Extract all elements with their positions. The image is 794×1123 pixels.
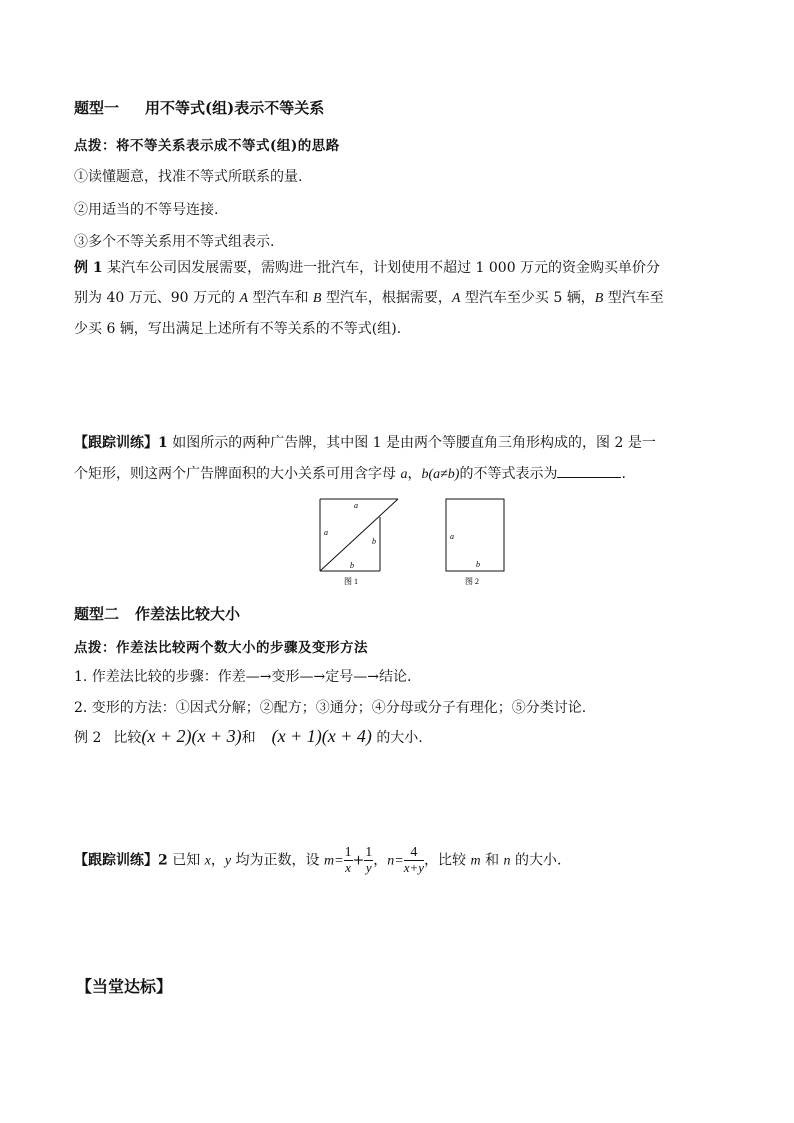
var-m: m: [470, 853, 481, 869]
fraction-4-over-x-plus-y: [404, 846, 424, 875]
fig2-label-b: b: [476, 560, 480, 569]
var-a-type: A: [239, 291, 248, 306]
example2-line: [74, 726, 423, 747]
training2-text: 的大小.: [510, 852, 562, 869]
fig1-caption: 图 1: [344, 577, 358, 586]
example1-line-3: 少买 6 辆，写出满足上述所有不等关系的不等式(组).: [74, 321, 402, 337]
plus-sign: +: [352, 852, 365, 869]
separator: ，: [407, 466, 422, 482]
section2-heading-title: 作差法比较大小: [135, 605, 241, 623]
training2-text: 均为正数，设: [231, 852, 324, 869]
var-a: a: [400, 467, 408, 482]
section2-tip: 点拨：作差法比较两个数大小的步骤及变形方法: [74, 640, 368, 656]
fig2-caption: 图 2: [465, 577, 479, 586]
example1-text: 型汽车至: [603, 290, 664, 306]
section1-step-3: ③多个不等关系用不等式组表示.: [74, 234, 275, 250]
n-equals: n=: [387, 853, 404, 869]
section2-step-1: 1. 作差法比较的步骤：作差—→变形—→定号—→结论.: [74, 669, 412, 685]
example1-text: 型汽车至少买 5 辆，: [460, 290, 595, 306]
var-a-type: A: [451, 291, 461, 306]
answer-blank[interactable]: [557, 476, 621, 478]
var-b-condition: b(a≠b): [421, 467, 460, 482]
example2-text: 比较: [113, 730, 142, 746]
fig2-label-a: a: [450, 532, 454, 541]
fraction-1-over-x: [344, 846, 353, 875]
example1-text: 某汽车公司因发展需要，需购进一批汽车，计划使用不超过 1 000 万元的资金购买单价分: [107, 260, 661, 276]
in-class-assessment-heading: 【当堂达标】: [76, 977, 173, 996]
denominator: y: [365, 860, 372, 875]
example1-label: 例 1: [74, 260, 103, 276]
example2-text: 和: [241, 730, 256, 746]
example1-text: 型汽车，根据需要，: [321, 290, 452, 306]
fig1-label-a-left: a: [324, 528, 328, 537]
section2-heading-prefix: 题型二: [74, 605, 120, 623]
m-equals: m=: [324, 853, 344, 869]
var-n: n: [503, 853, 511, 869]
example1-text: 型汽车和: [248, 290, 313, 306]
figure-1: [320, 499, 398, 586]
example1-line-1: [74, 257, 660, 277]
separator: ，: [210, 852, 225, 869]
training2-text: 已知: [167, 852, 205, 869]
example1-text: 别为 40 万元、90 万元的: [74, 290, 240, 306]
section2-step-2: 2. 变形的方法：①因式分解；②配方；③通分；④分母或分子有理化；⑤分类讨论.: [74, 700, 587, 716]
var-b-type: B: [312, 291, 322, 306]
training1-label: 【跟踪训练】1: [74, 435, 168, 451]
fig1-label-b-bottom: b: [350, 561, 354, 570]
expr-2: (x + 1)(x + 4): [271, 726, 372, 746]
training2-line: [74, 846, 561, 875]
fig1-label-a-top: a: [354, 501, 358, 510]
section1-heading: [74, 97, 324, 118]
figure-billboards: [300, 493, 530, 591]
training1-text: 的不等式表示为: [459, 466, 558, 482]
training2-label: 【跟踪训练】2: [74, 852, 168, 869]
fraction-1-over-y: [364, 846, 373, 875]
section1-heading-prefix: 题型一: [74, 99, 120, 117]
var-b-type: B: [594, 291, 604, 306]
expr-1: (x + 2)(x + 3): [141, 726, 242, 746]
numerator: 1: [344, 845, 352, 860]
example2-label: 例 2: [74, 730, 102, 746]
numerator: 1: [365, 845, 373, 860]
denominator: x+y: [403, 860, 425, 875]
numerator: 4: [404, 846, 424, 861]
training1-line-1: [74, 432, 656, 452]
figure-2: [446, 499, 504, 586]
training1-text: 如图所示的两种广告牌，其中图 1 是由两个等腰直角三角形构成的，图 2 是一: [167, 435, 656, 451]
period: .: [621, 466, 626, 482]
section1-step-1: ①读懂题意，找准不等式所联系的量.: [74, 169, 303, 185]
section1-step-2: ②用适当的不等号连接.: [74, 202, 219, 218]
example1-line-2: [74, 287, 664, 307]
training1-line-2: [74, 463, 626, 483]
section1-tip: 点拨：将不等关系表示成不等式(组)的思路: [74, 138, 340, 154]
training1-text: 个矩形，则这两个广告牌面积的大小关系可用含字母: [74, 466, 401, 482]
var-y: y: [224, 853, 232, 869]
training2-text: 和: [480, 852, 504, 869]
training2-text: ，比较: [424, 852, 471, 869]
section2-heading: [74, 603, 240, 624]
fig1-label-b-right: b: [372, 537, 376, 546]
section1-heading-title: 用不等式(组)表示不等关系: [145, 99, 325, 117]
denominator: x: [345, 860, 351, 875]
separator: ，: [373, 852, 388, 869]
var-x: x: [204, 853, 211, 869]
example2-text: 的大小.: [376, 730, 423, 746]
